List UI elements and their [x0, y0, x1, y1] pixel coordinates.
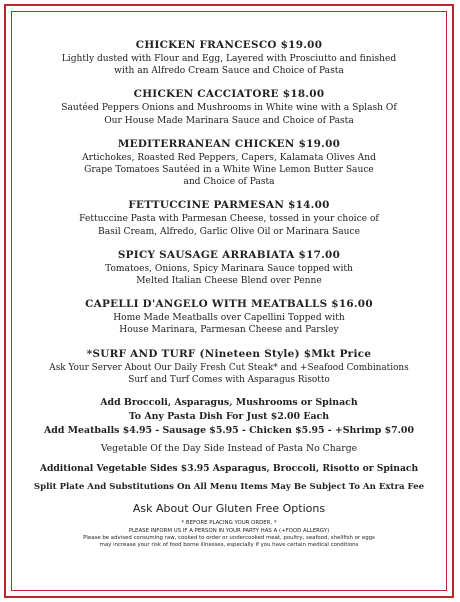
dish-description [16, 312, 442, 336]
gluten-free-note: Ask About Our Gluten Free Options [132, 502, 326, 516]
dish-title: CHICKEN CACCIATORE $18.00 [133, 88, 325, 101]
dish-title: MEDITERRANEAN CHICKEN $19.00 [117, 137, 341, 150]
addons-section [16, 396, 442, 437]
menu-item [16, 38, 442, 77]
menu-content [16, 38, 442, 549]
dish-description [16, 213, 442, 237]
vegetable-side-note: Vegetable Of the Day Side Instead of Pasta No Charge [100, 443, 358, 455]
dish-description-line: Fettuccine Pasta with Parmesan Cheese, tossed in your choice of [79, 214, 379, 225]
notice-line: PLEASE INFORM US IF A PERSON IN YOUR PARTY HAS A (+FOOD ALLERGY) [128, 527, 330, 534]
dish-description-line: Sautéed Peppers Onions and Mushrooms in White wine with a Splash Of [61, 103, 397, 114]
dish-description-line: Surf and Turf Comes with Asparagus Risotto [128, 374, 330, 385]
dish-description-line: Lightly dusted with Flour and Egg, Layered with Prosciutto and finished [61, 54, 397, 64]
extra-sides-note: Additional Vegetable Sides $3.95 Asparagus, Broccoli, Risotto or Spinach [39, 463, 419, 475]
addon-line: To Any Pasta Dish For Just $2.00 Each [128, 410, 330, 422]
dish-description-line: Tomatoes, Onions, Spicy Marinara Sauce topped with [105, 263, 353, 274]
menu-item [16, 198, 442, 237]
dish-title: CHICKEN FRANCESCO $19.00 [135, 39, 323, 51]
dish-description-line: Our House Made Marinara Sauce and Choice of Pasta [104, 115, 354, 126]
notice-line: may increase your risk of food borne illnesses, especially if you have certain medical conditions [99, 542, 359, 549]
dish-description [16, 102, 442, 126]
dish-description-line: Ask Your Server About Our Daily Fresh Cut Steak* and +Seafood Combinations [49, 362, 409, 373]
dish-title: FETTUCCINE PARMESAN $14.00 [128, 199, 330, 212]
notice-line: * BEFORE PLACING YOUR ORDER, * [181, 520, 277, 527]
dish-title: *SURF AND TURF (Nineteen Style) $Mkt Price [86, 347, 372, 360]
addon-line: Add Meatballs $4.95 - Sausage $5.95 - Chicken $5.95 - +Shrimp $7.00 [44, 424, 414, 436]
dish-description-line: Grape Tomatoes Sautéed in a White Wine Lemon Butter Sauce [84, 165, 374, 176]
dish-description [16, 152, 442, 189]
dish-description-line: Melted Italian Cheese Blend over Penne [136, 276, 322, 287]
dish-description-line: with an Alfredo Cream Sauce and Choice of Pasta [114, 66, 344, 77]
dish-description-line: Basil Cream, Alfredo, Garlic Olive Oil or Marinara Sauce [98, 226, 360, 237]
dish-description-line: House Marinara, Parmesan Cheese and Parsley [119, 325, 339, 336]
dish-description-line: Home Made Meatballs over Capellini Topped with [113, 313, 345, 324]
dish-description-line: and Choice of Pasta [183, 177, 275, 188]
dish-description [16, 53, 442, 77]
menu-item [16, 347, 442, 386]
allergy-notice [16, 520, 442, 549]
dish-description [16, 362, 442, 386]
notice-line: Please be advised consuming raw, cooked to order or undercooked meat, poultry, seafood, shellfish or eggs [83, 534, 375, 541]
dish-title: CAPELLI D'ANGELO WITH MEATBALLS $16.00 [85, 298, 373, 311]
dish-description [16, 263, 442, 287]
menu-item [16, 137, 442, 189]
menu-item [16, 248, 442, 287]
dish-description-line: Artichokes, Roasted Red Peppers, Capers, Kalamata Olives And [82, 152, 376, 163]
dish-title: SPICY SAUSAGE ARRABIATA $17.00 [117, 248, 341, 261]
menu-item [16, 87, 442, 126]
menu-item [16, 297, 442, 336]
split-plate-note: Split Plate And Substitutions On All Menu Items May Be Subject To An Extra Fee [33, 482, 425, 493]
addon-line: Add Broccoli, Asparagus, Mushrooms or Spinach [100, 397, 358, 409]
